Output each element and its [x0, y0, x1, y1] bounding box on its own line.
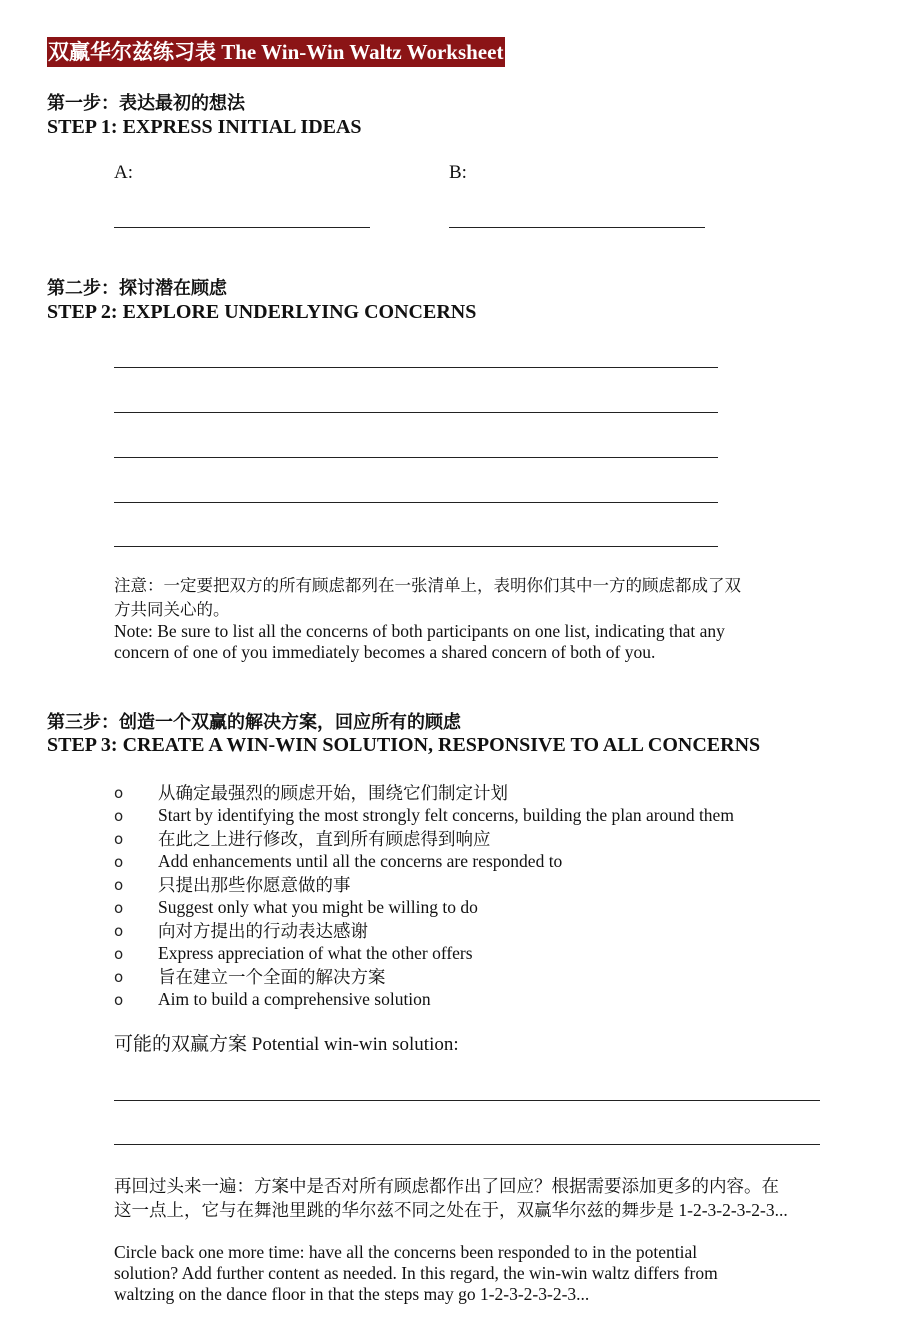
bullet-text: 向对方提出的行动表达感谢: [158, 921, 368, 941]
step2-note-en-line1: Note: Be sure to list all the concerns of both participants on one list, indicating that any: [114, 621, 725, 641]
worksheet-title: 双赢华尔兹练习表 The Win-Win Waltz Worksheet: [47, 37, 505, 67]
bullet-item: [114, 942, 854, 965]
step3-heading-zh: 第三步：创造一个双赢的解决方案，回应所有的顾虑: [47, 712, 461, 732]
participant-a-answer-line[interactable]: [114, 227, 370, 228]
bullet-text: Start by identifying the most strongly felt concerns, building the plan around them: [158, 805, 734, 825]
step3-bullet-list: [114, 781, 854, 1011]
participant-a-label: A:: [114, 162, 133, 183]
bullet-marker: o: [114, 967, 124, 986]
bullet-marker: o: [114, 990, 124, 1009]
bullet-item: [114, 919, 854, 942]
bullet-text: 旨在建立一个全面的解决方案: [158, 967, 386, 987]
bullet-marker: o: [114, 829, 124, 848]
concern-line[interactable]: [114, 502, 718, 503]
bullet-item: [114, 850, 854, 873]
solution-line[interactable]: [114, 1144, 820, 1145]
step1-heading-zh: 第一步：表达最初的想法: [47, 93, 245, 113]
step2-heading-zh: 第二步：探讨潜在顾虑: [47, 278, 227, 298]
bullet-marker: o: [114, 875, 124, 894]
bullet-marker: o: [114, 852, 124, 871]
review-para-zh-line1: 再回过头来一遍：方案中是否对所有顾虑都作出了回应？根据需要添加更多的内容。在: [114, 1176, 779, 1196]
concern-line[interactable]: [114, 367, 718, 368]
concern-line[interactable]: [114, 457, 718, 458]
bullet-text: Add enhancements until all the concerns are responded to: [158, 851, 563, 871]
step3-heading-en: STEP 3: CREATE A WIN-WIN SOLUTION, RESPONSIVE TO ALL CONCERNS: [47, 734, 761, 756]
step1-heading-en: STEP 1: EXPRESS INITIAL IDEAS: [47, 116, 362, 138]
bullet-marker: o: [114, 806, 124, 825]
bullet-item: [114, 896, 854, 919]
bullet-text: 只提出那些你愿意做的事: [158, 875, 351, 895]
bullet-text: Aim to build a comprehensive solution: [158, 989, 431, 1009]
step2-heading-en: STEP 2: EXPLORE UNDERLYING CONCERNS: [47, 301, 477, 323]
solution-line[interactable]: [114, 1100, 820, 1101]
bullet-marker: o: [114, 783, 124, 802]
participant-b-label: B:: [449, 162, 467, 183]
bullet-item: [114, 873, 854, 896]
concern-line[interactable]: [114, 546, 718, 547]
bullet-text: Suggest only what you might be willing to do: [158, 897, 478, 917]
bullet-text: Express appreciation of what the other offers: [158, 943, 473, 963]
concern-line[interactable]: [114, 412, 718, 413]
bullet-item: [114, 988, 854, 1011]
review-para-en-line3: waltzing on the dance floor in that the steps may go 1-2-3-2-3-2-3...: [114, 1284, 590, 1304]
potential-solution-label: 可能的双赢方案 Potential win-win solution:: [114, 1034, 459, 1055]
bullet-item: [114, 804, 854, 827]
step2-note-zh-line2: 方共同关心的。: [114, 600, 230, 619]
step2-note-zh-line1: 注意：一定要把双方的所有顾虑都列在一张清单上，表明你们其中一方的顾虑都成了双: [114, 576, 741, 595]
bullet-item: [114, 781, 854, 804]
bullet-text: 从确定最强烈的顾虑开始，围绕它们制定计划: [158, 783, 508, 803]
review-para-en-line1: Circle back one more time: have all the concerns been responded to in the potential: [114, 1242, 698, 1262]
step2-note-en-line2: concern of one of you immediately becomes a shared concern of both of you.: [114, 642, 656, 662]
bullet-marker: o: [114, 921, 124, 940]
review-para-en-line2: solution? Add further content as needed. In this regard, the win-win waltz differs from: [114, 1263, 718, 1283]
bullet-text: 在此之上进行修改，直到所有顾虑得到响应: [158, 829, 491, 849]
bullet-marker: o: [114, 898, 124, 917]
bullet-item: [114, 827, 854, 850]
bullet-item: [114, 965, 854, 988]
bullet-marker: o: [114, 944, 124, 963]
participant-b-answer-line[interactable]: [449, 227, 705, 228]
review-para-zh-line2: 这一点上，它与在舞池里跳的华尔兹不同之处在于，双赢华尔兹的舞步是 1-2-3-2-3-2-3...: [114, 1200, 788, 1220]
